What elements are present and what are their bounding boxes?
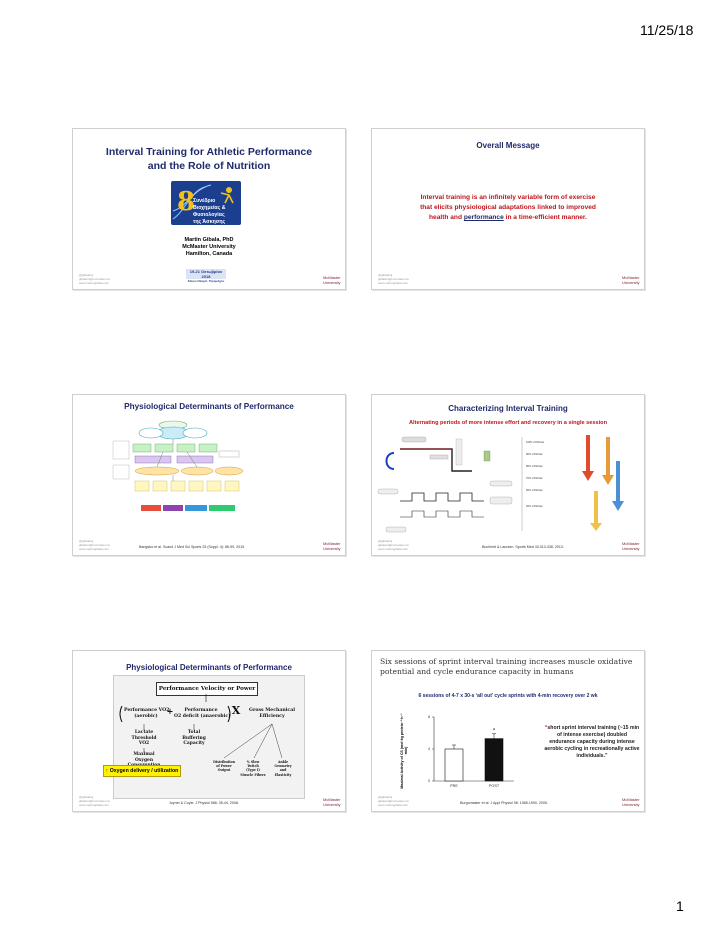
conference-dates-sub: Σάκου Ολύμπ. Τηλεμάχου <box>187 279 225 283</box>
slide-characterizing-interval <box>371 394 645 556</box>
y-tick-label: 4 <box>428 747 430 752</box>
footer-contact: @gibalamj gibalam@mcmaster.ca www.martingibala.com <box>79 539 110 551</box>
message-line-2: that elicits physiological adaptations linked to improved <box>420 204 596 211</box>
author-university: McMaster University <box>182 244 236 250</box>
efficiency-component: Gross Mechanical Efficiency <box>249 708 295 719</box>
author-name: Martin Gibala, PhD <box>184 237 234 243</box>
author-block <box>73 237 345 258</box>
slide-sprint-interval-study <box>371 650 645 812</box>
slide-overall-message <box>371 128 645 290</box>
svg-text:40% vVO2max: 40% vVO2max <box>526 505 543 508</box>
message-line-1: Interval training is an infinitely variable form of exercise <box>420 194 596 201</box>
slide-title-heading: Characterizing Interval Training <box>448 404 568 413</box>
university-logo: McMaster University <box>323 541 341 551</box>
university-logo: McMaster University <box>622 275 640 285</box>
slide-determinants-2 <box>72 650 346 812</box>
university-logo: McMaster University <box>323 797 341 807</box>
y-tick-label: 8 <box>428 715 430 720</box>
university-logo: McMaster University <box>622 541 640 551</box>
university-logo: McMaster University <box>323 275 341 285</box>
x-tick-label: POST <box>488 784 500 788</box>
maximal-oxygen-consumption: Maximal Oxygen <box>133 752 155 763</box>
times-sign: X <box>231 704 241 717</box>
citation: Buchheit & Laursen. Sports Med 43:313-338, 2013. <box>482 545 564 549</box>
svg-text:100% vVO2max: 100% vVO2max <box>526 441 545 444</box>
footer-contact: @gibalamj gibalam@mcmaster.ca www.martingibala.com <box>79 795 110 807</box>
slide-title-heading: Physiological Determinants of Performance <box>126 663 292 672</box>
slide-subtitle: 6 sessions of 4-7 x 30-s ‘all out’ cycle sprints with 4-min recovery over 2 wk <box>418 693 598 699</box>
page-number: 1 <box>676 898 684 914</box>
message-line-3-b: in a time-efficient manner. <box>503 214 587 221</box>
anaerobic-component: Performance O2 deficit (anaerobic) <box>174 708 231 719</box>
lactate-threshold: Lactate Threshold VO2 <box>131 730 157 747</box>
determinants-network-diagram <box>73 411 345 551</box>
message-emphasis: performance <box>463 214 504 221</box>
ankle-geometry: Ankle Geometry and Elasticity <box>274 760 292 777</box>
conference-dates <box>186 269 226 283</box>
buffering-capacity: Total Buffering Capacity <box>182 730 206 747</box>
slide-subtitle: Alternating periods of more intense effort and recovery in a single session <box>408 420 607 426</box>
conference-name <box>193 198 241 225</box>
citation: Joyner & Coyle. J Physiol 586: 35-44, 2008. <box>169 801 239 805</box>
slide-title-heading: Interval Training for Athletic Performance and the Role of Nutrition <box>105 146 313 172</box>
conference-line-1: Συνέδριο <box>193 198 216 204</box>
svg-text:70% vVO2max: 70% vVO2max <box>526 477 543 480</box>
slide-title-heading: Physiological Determinants of Performance <box>124 402 294 411</box>
chart-ylabel: Maximal Activity of CS (mol·kg protein⁻¹·h⁻¹ ·min) <box>400 713 408 789</box>
performance-model-diagram <box>113 675 305 799</box>
message-line-3 <box>372 213 644 223</box>
plus-sign: + <box>166 706 174 716</box>
author-city: Hamilton, Canada <box>185 251 233 257</box>
paper-title: Six sessions of sprint interval training increases muscle oxidative potential and cycle endurance capacity in humans <box>380 657 633 676</box>
bar-post <box>485 739 503 781</box>
footer-contact: @gibalamj gibalam@mcmaster.ca www.martingibala.com <box>378 795 409 807</box>
overall-message-text <box>372 193 644 223</box>
message-line-3-a: health and <box>429 214 464 221</box>
conference-line-2: Βιοχημείας & Φυσιολογίας <box>193 205 226 218</box>
slide-determinants-1 <box>72 394 346 556</box>
quote-open: “ <box>544 725 548 731</box>
conference-logo <box>171 181 241 225</box>
aerobic-component: Performance VO2 (aerobic) <box>124 708 170 719</box>
significance-marker: * <box>492 728 496 735</box>
citation: Bangsbo et al. Scand J Med Sci Sports 25 (Suppl. 4): 88-99, 2015. <box>139 545 246 549</box>
slide-title <box>72 128 346 290</box>
quote-body: short sprint interval training (~15 min of intense exercise) doubled endurance capacity during intense aerobic cycling in recreationally active individuals.” <box>544 725 640 759</box>
svg-text:60% vVO2max: 60% vVO2max <box>526 489 543 492</box>
slide-title-heading: Overall Message <box>476 141 540 150</box>
university-logo: McMaster University <box>622 797 640 807</box>
study-quote <box>544 725 640 760</box>
conference-dates-main: 19-21 Οκτωβρίου 2018 <box>189 269 223 279</box>
bar-pre <box>445 749 463 781</box>
citation: Burgomaster et al. J Appl Physiol 98: 1985-1990, 2005. <box>460 801 548 805</box>
footer-contact: @gibalamj gibalam@mcmaster.ca www.martingibala.com <box>378 273 409 285</box>
cs-activity-chart <box>412 707 522 797</box>
conference-number: 8 <box>177 187 196 217</box>
footer-contact: @gibalamj gibalam@mcmaster.ca www.martingibala.com <box>378 539 409 551</box>
oxygen-delivery-highlight: ↑ Oxygen delivery / utilization <box>103 765 181 777</box>
slow-twitch-fibers: % Slow Twitch (Type I) Muscle Fibers <box>240 760 266 777</box>
y-tick-label: 0 <box>428 779 430 784</box>
conference-line-3: της Άσκησης <box>193 219 226 225</box>
footer-contact: @gibalamj gibalam@mcmaster.ca www.martingibala.com <box>79 273 110 285</box>
performance-top-box: Performance Velocity or Power <box>156 682 258 696</box>
power-distribution: Distribution of Power Output <box>213 760 235 773</box>
interval-training-diagram <box>372 431 644 541</box>
x-tick-label: PRE <box>450 784 458 788</box>
page-date: 11/25/18 <box>640 22 694 38</box>
svg-text:90% vVO2max: 90% vVO2max <box>526 453 543 456</box>
svg-text:80% vVO2max: 80% vVO2max <box>526 465 543 468</box>
